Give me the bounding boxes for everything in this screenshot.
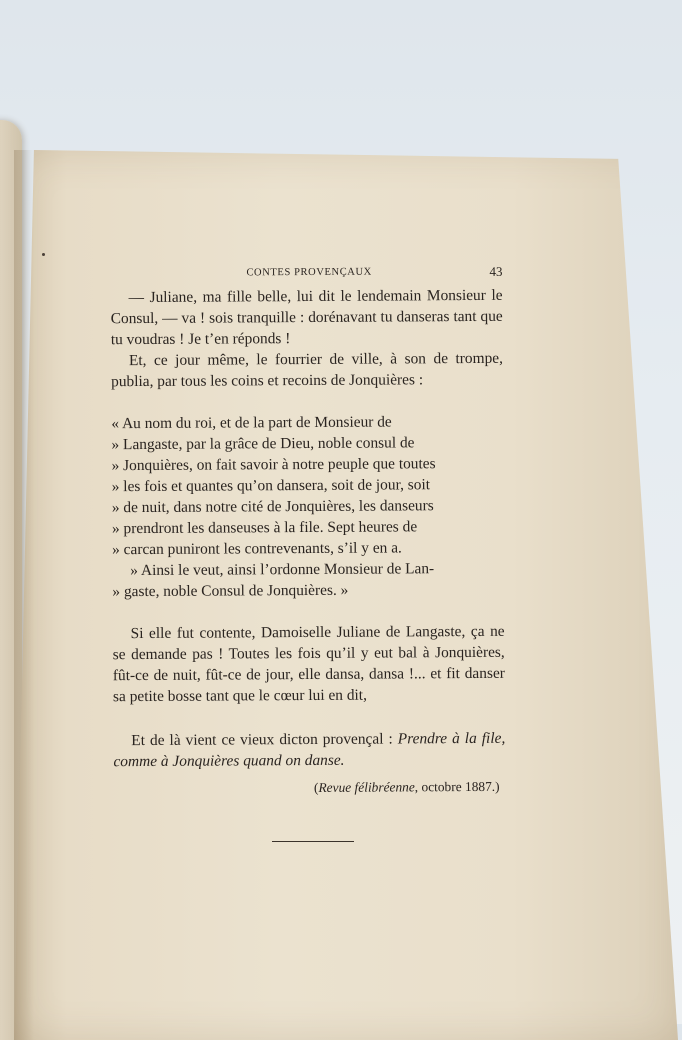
citation-source: Revue félibréenne	[318, 779, 415, 795]
proclamation-line: « Au nom du roi, et de la part de Monsieur de	[111, 413, 392, 433]
proclamation-line: » de nuit, dans notre cité de Jonquières, les danseurs	[111, 497, 434, 517]
citation-open: (	[313, 779, 319, 795]
page-number: 43	[489, 263, 503, 279]
paragraph-dialogue: — Juliane, ma fille belle, lui dit le lendemain Monsieur le Consul, — va ! sois tranquille : dorénavant tu danseras tant que tu voudras ! Je t’en réponds !	[110, 286, 503, 349]
citation-date: , octobre 1887.)	[414, 778, 500, 795]
proclamation-line: » les fois et quantes qu’on dansera, soit de jour, soit	[111, 476, 431, 496]
page-header	[110, 261, 502, 285]
end-rule	[272, 841, 354, 842]
proclamation-line: » Langaste, par la grâce de Dieu, noble consul de	[111, 434, 415, 454]
running-title: CONTES PROVENÇAUX	[246, 266, 372, 279]
proclamation-line: » prendront les danseuses à la file. Sept heures de	[111, 518, 418, 538]
moral-proverb: Prendre à la file, comme à Jonquières quand on danse.	[113, 729, 506, 771]
moral-text: Et de là vient ce vieux dicton provençal :	[131, 730, 398, 750]
ink-speck	[42, 253, 45, 256]
paragraph-announcement: Et, ce jour même, le fourrier de ville, à son de trompe, publia, par tous les coins et recoins de Jonquières :	[111, 349, 504, 391]
page-gutter-shadow	[14, 150, 34, 1040]
proclamation-line: » carcan puniront les contrevenants, s’il y en a.	[112, 539, 402, 559]
proclamation	[111, 411, 504, 602]
paragraph-conclusion: Si elle fut contente, Damoiselle Juliane de Langaste, ça ne se demande pas ! Toutes les fois qu’il y eut bal à Jonquières, fût-ce de nuit, fût-ce de jour, elle dansa, dansa !... et fit danser sa petite bosse tant que le cœur lui en dit,	[112, 622, 505, 706]
page-text	[110, 261, 505, 799]
citation	[114, 776, 506, 799]
paragraph-moral	[113, 728, 505, 772]
proclamation-line: » Ainsi le veut, ainsi l’ordonne Monsieur de Lan-	[130, 560, 435, 580]
proclamation-line: » Jonquières, on fait savoir à notre peuple que toutes	[111, 455, 436, 475]
proclamation-line: » gaste, noble Consul de Jonquières. »	[112, 581, 349, 601]
